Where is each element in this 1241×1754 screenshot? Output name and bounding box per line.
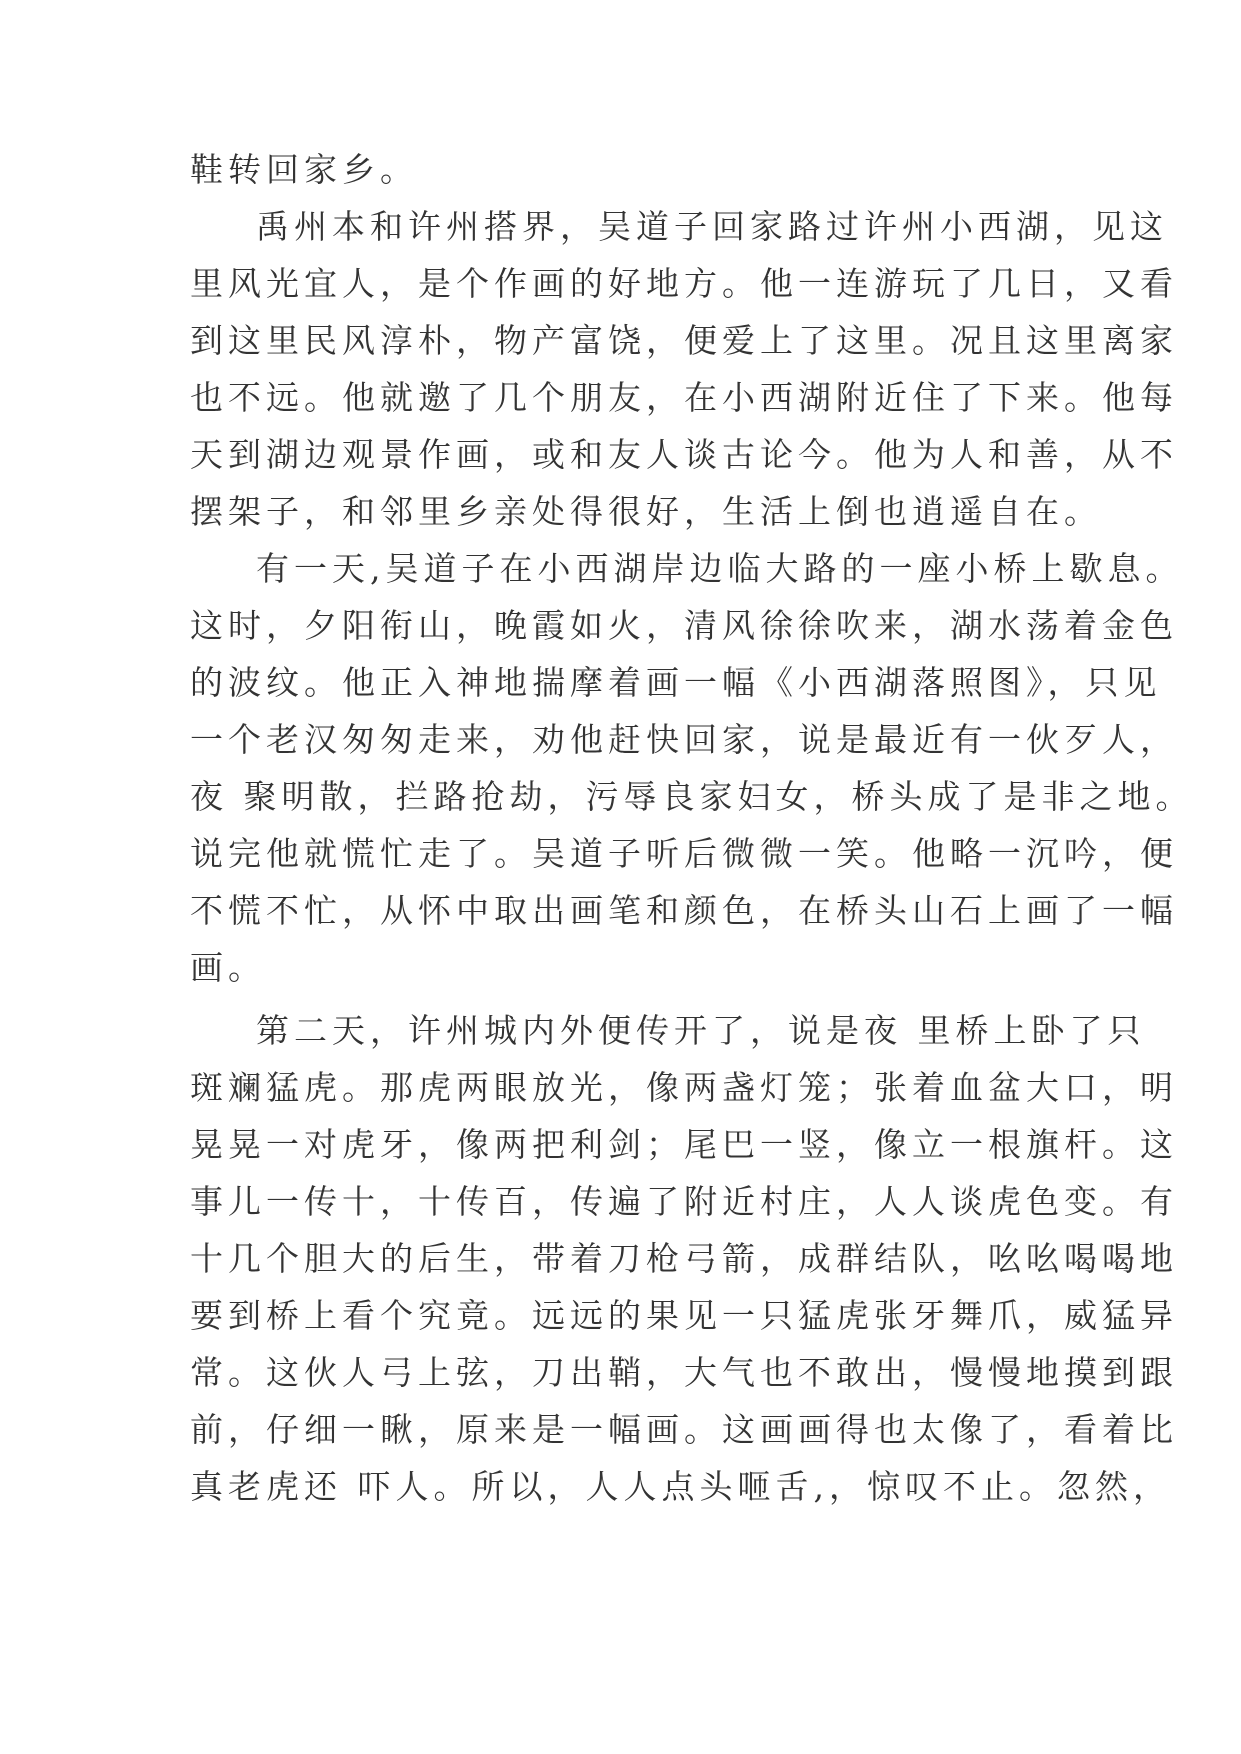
text-line: 也不远。他就邀了几个朋友，在小西湖附近住了下来。他每 bbox=[190, 378, 1178, 417]
text-line: 到这里民风淳朴，物产富饶，便爱上了这里。况且这里离家 bbox=[190, 321, 1178, 360]
text-line: 摆架子，和邻里乡亲处得很好，生活上倒也逍遥自在。 bbox=[190, 492, 1102, 531]
text-line: 真老虎还 吓人。所以，人人点头咂舌,，惊叹不止。忽然， bbox=[190, 1467, 1171, 1506]
text-line: 要到桥上看个究竟。远远的果见一只猛虎张牙舞爪，威猛异 bbox=[190, 1296, 1178, 1335]
text-line: 晃晃一对虎牙，像两把利剑；尾巴一竖，像立一根旗杆。这 bbox=[190, 1125, 1178, 1164]
text-line: 这时，夕阳衔山，晚霞如火，清风徐徐吹来，湖水荡着金色 bbox=[190, 606, 1178, 645]
text-line: 事儿一传十，十传百，传遍了附近村庄，人人谈虎色变。有 bbox=[190, 1182, 1178, 1221]
text-line: 说完他就慌忙走了。吴道子听后微微一笑。他略一沉吟，便 bbox=[190, 834, 1178, 873]
text-line: 前，仔细一瞅，原来是一幅画。这画画得也太像了，看着比 bbox=[190, 1410, 1178, 1449]
text-line: 斑斓猛虎。那虎两眼放光，像两盏灯笼；张着血盆大口，明 bbox=[190, 1068, 1178, 1107]
text-line: 天到湖边观景作画，或和友人谈古论今。他为人和善，从不 bbox=[190, 435, 1178, 474]
text-line: 的波纹。他正入神地揣摩着画一幅《小西湖落照图》，只见 bbox=[190, 663, 1162, 702]
text-line: 一个老汉匆匆走来，劝他赶快回家，说是最近有一伙歹人， bbox=[190, 720, 1178, 759]
paragraph-first-line: 禹州本和许州搭界，吴道子回家路过许州小西湖，见这 bbox=[256, 207, 1168, 246]
paragraph-first-line: 有一天,吴道子在小西湖岸边临大路的一座小桥上歇息。 bbox=[256, 549, 1184, 588]
text-line: 鞋转回家乡。 bbox=[190, 150, 418, 189]
text-line: 不慌不忙，从怀中取出画笔和颜色，在桥头山石上画了一幅 bbox=[190, 891, 1178, 930]
text-line: 常。这伙人弓上弦，刀出鞘，大气也不敢出，慢慢地摸到跟 bbox=[190, 1353, 1178, 1392]
text-line: 夜 聚明散，拦路抢劫，污辱良家妇女，桥头成了是非之地。 bbox=[190, 777, 1194, 816]
text-line: 画。 bbox=[190, 948, 266, 987]
text-line: 里风光宜人，是个作画的好地方。他一连游玩了几日，又看 bbox=[190, 264, 1178, 303]
paragraph-first-line: 第二天，许州城内外便传开了，说是夜 里桥上卧了只 bbox=[256, 1011, 1146, 1050]
text-line: 十几个胆大的后生，带着刀枪弓箭，成群结队，吆吆喝喝地 bbox=[190, 1239, 1178, 1278]
